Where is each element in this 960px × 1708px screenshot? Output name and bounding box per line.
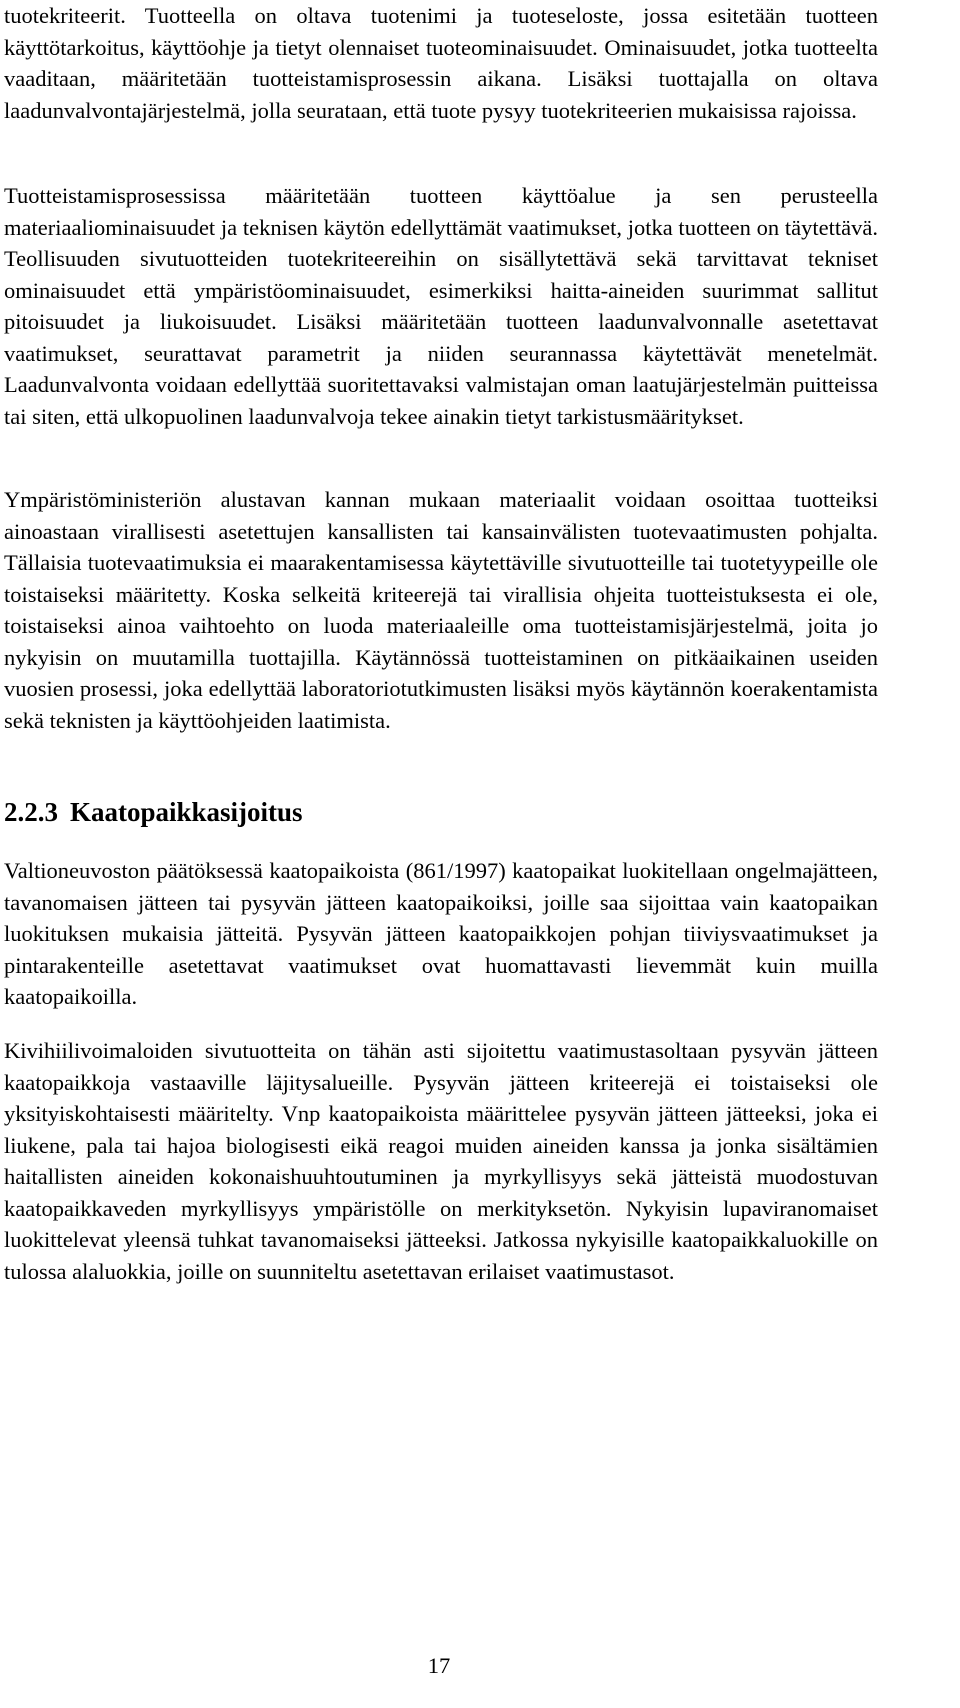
paragraph-landfill-classification: Valtioneuvoston päätöksessä kaatopaikoista (861/1997) kaatopaikat luokitellaan ongelmajätteen, tavanomaisen jätteen tai pysyvän jätteen kaatopaikoiksi, joille saa sijoittaa vain kaatopaikan luokituksen mukaisia jätteitä. Pysyvän jätteen kaatopaikkojen pohjan tiiviysvaatimukset ja pintarakenteille asetettavat vaatimukset ovat huomattavasti lievemmät kuin muilla kaatopaikoilla.: [4, 858, 878, 1009]
page-number: 17: [427, 1653, 451, 1678]
paragraph-productization-process: Tuotteistamisprosessissa määritetään tuotteen käyttöalue ja sen perusteella materiaaliominaisuudet ja teknisen käytön edellyttämät vaatimukset, jotka tuotteen on täytettävä. Teollisuuden sivutuotteiden tuotekriteereihin on sisällytettävä sekä tarvittavat tekniset ominaisuudet että ympäristöominaisuudet, esimerkiksi haitta-aineiden suurimmat sallitut pitoisuudet ja liukoisuudet. Lisäksi määritetään tuotteen laadunvalvonnalle asetettavat vaatimukset, seurattavat parametrit ja niiden seurannassa käytettävät menetelmät. Laadunvalvonta voidaan edellyttää suoritettavaksi valmistajan oman laatujärjestelmän puitteissa tai siten, että ulkopuolinen laadunvalvoja tekee ainakin tietyt tarkistusmääritykset.: [4, 183, 878, 429]
section-title: Kaatopaikkasijoitus: [70, 797, 303, 827]
paragraph-ministry-position: Ympäristöministeriön alustavan kannan mukaan materiaalit voidaan osoittaa tuotteiksi ainoastaan virallisesti asetettujen kansallisten tai kansainvälisten tuotevaatimusten pohjalta. Tällaisia tuotevaatimuksia ei maarakentamisessa käytettäville sivutuotteille tai tuotetyypeille ole toistaiseksi määritetty. Koska selkeitä kriteerejä tai virallisia ohjeita tuotteistuksesta ei ole, toistaiseksi ainoa vaihtoehto on luoda materiaaleille oma tuotteistamisjärjestelmä, joita jo nykyisin on muutamilla tuottajilla. Käytännössä tuotteistaminen on pitkäaikainen useiden vuosien prosessi, joka edellyttää laboratoriotutkimusten lisäksi myös käytännön koerakentamista sekä teknisten ja käyttöohjeiden laatimista.: [4, 487, 878, 733]
paragraph-coal-power-byproducts: Kivihiilivoimaloiden sivutuotteita on tähän asti sijoitettu vaatimustasoltaan pysyvän jätteen kaatopaikkoja vastaaville läjitysalueille. Pysyvän jätteen kriteerejä ei toistaiseksi ole yksityiskohtaisesti määritelty. Vnp kaatopaikoista määrittelee pysyvän jätteen jätteeksi, joka ei liukene, pala tai hajoa biologisesti eikä reagoi muiden aineiden kanssa ja jonka sisältämien haitallisten aineiden kokonaishuuhtoutuminen ja myrkyllisyys sekä jätteistä muodostuvan kaatopaikkaveden myrkyllisyys ympäristölle on merkityksetön. Nykyisin lupaviranomaiset luokittelevat yleensä tuhkat tavanomaiseksi jätteeksi. Jatkossa nykyisille kaatopaikkaluokille on tulossa alaluokkia, joille on suunniteltu asetettavan erilaiset vaatimustasot.: [4, 1038, 878, 1284]
paragraph-product-criteria: tuotekriteerit. Tuotteella on oltava tuotenimi ja tuoteseloste, jossa esitetään tuotteen käyttötarkoitus, käyttöohje ja tietyt olennaiset tuoteominaisuudet. Ominaisuudet, jotka tuotteelta vaaditaan, määritetään tuotteistamisprosessin aikana. Lisäksi tuottajalla on oltava laadunvalvontajärjestelmä, jolla seurataan, että tuote pysyy tuotekriteerien mukaisissa rajoissa.: [4, 3, 878, 123]
section-heading: [4, 792, 303, 832]
section-number: 2.2.3: [4, 797, 58, 827]
